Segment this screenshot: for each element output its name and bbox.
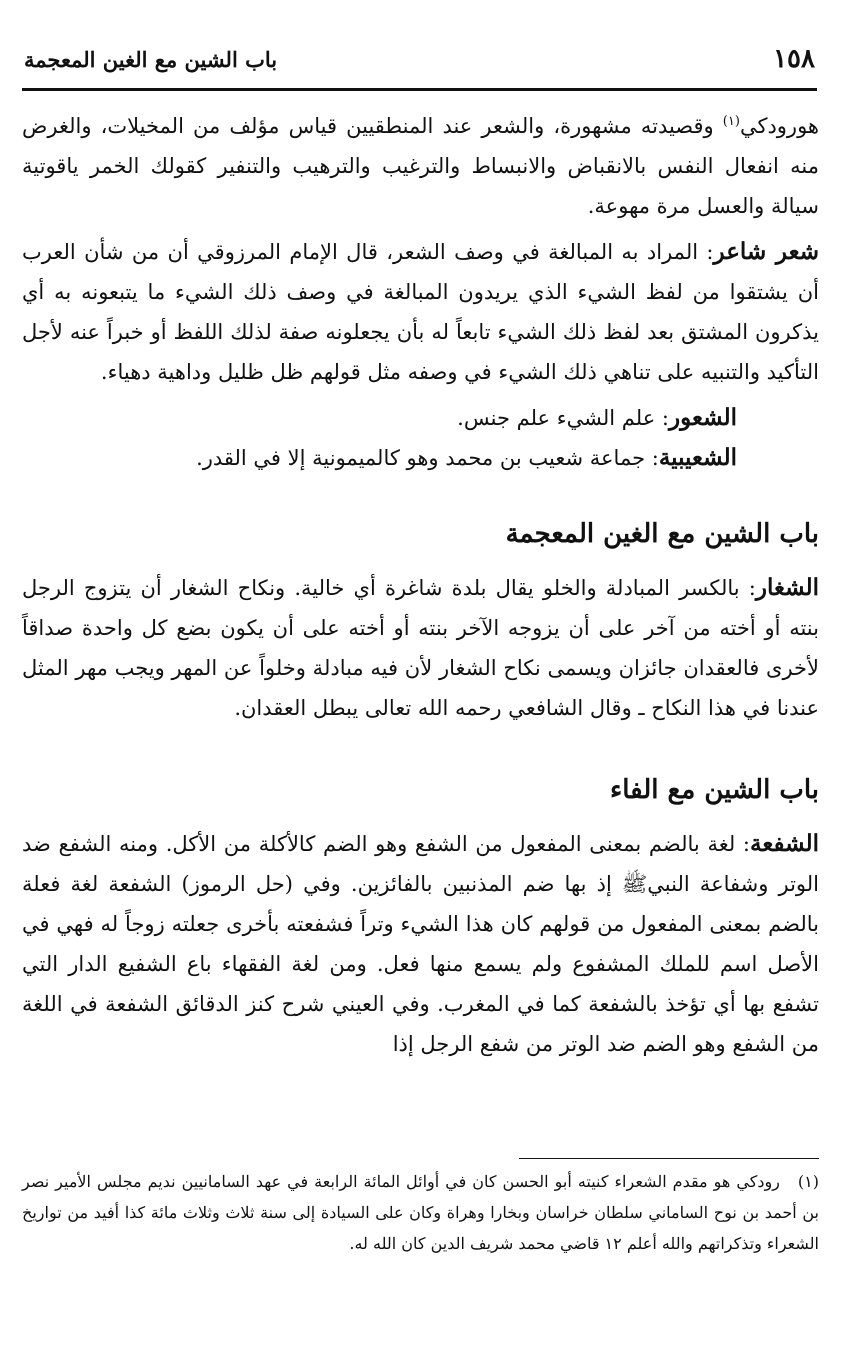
footnote xyxy=(22,1166,819,1259)
entry-term: الشغار xyxy=(755,574,819,601)
entry-shufa xyxy=(22,824,819,1064)
footnote-mark: (١) xyxy=(797,1172,820,1191)
paragraph-poetry-definition xyxy=(22,102,819,226)
page-number: ١٥٨ xyxy=(773,44,815,74)
entry-shuaybiyya xyxy=(22,438,819,478)
page-header xyxy=(24,34,815,84)
header-rule xyxy=(22,88,817,91)
paragraph-text: هورودكي xyxy=(739,114,819,138)
paragraph-text: وقصيدته مشهورة، والشعر عند المنطقيين قياس مؤلف من المخيلات، والغرض منه انفعال النفس بالانقباض والانبساط والترغيب والترهيب والتنفير كقولك الخمر ياقوتية سيالة والعسل مرة مهوعة. xyxy=(22,114,819,218)
entry-text: : لغة بالضم بمعنى المفعول من الشفع وهو الضم كالأكلة من الأكل. ومنه الشفع ضد الوتر وشفاعة النبيﷺ إذ بها ضم المذنبين بالفائزين. وفي (حل الرموز) الشفعة لغة فعلة بالضم بمعنى المفعول من قولهم كان هذا الشيء وتراً فشفعته بأخرى جعلته زوجاً له فهي في الأصل اسم للملك المشفوع ولم يسمع منها فعل. ومن لغة الفقهاء باع الشفيع الدار التي تشفع بها أي تؤخذ بالشفعة كما في المغرب. وفي العيني شرح كنز الدقائق الشفعة في اللغة من الشفع وهو الضم ضد الوتر من شفع الرجل إذا xyxy=(22,832,819,1056)
running-title: باب الشين مع الغين المعجمة xyxy=(24,46,278,72)
entry-term: شعر شاعر xyxy=(713,238,819,265)
footnote-text: رودكي هو مقدم الشعراء كنيته أبو الحسن كان في أوائل المائة الرابعة في عهد السامانيين نديم مجلس الأمير نصر بن أحمد بن نوح الساماني سلطان خراسان وبخارا وهراة وكان على السيادة إلى سنة ثلاث وثلاث مائة كذا أفيد من تواريخ الشعراء وتذكراتهم والله أعلم ١٢ قاضي محمد شريف الدين كان الله له. xyxy=(22,1172,819,1253)
entry-term: الشفعة xyxy=(750,830,819,857)
footnote-reference[interactable]: (١) xyxy=(722,114,740,129)
entry-text: : جماعة شعيب بن محمد وهو كالميمونية إلا في القدر. xyxy=(196,446,659,470)
main-text xyxy=(22,102,819,1064)
entry-shighar xyxy=(22,568,819,728)
entry-text: : المراد به المبالغة في وصف الشعر، قال الإمام المرزوقي أن من شأن العرب أن يشتقوا من لفظ الشيء الذي يريدون المبالغة في وصف ذلك الشيء ما يتبعونه به أي يذكرون المشتق بعد لفظ ذلك الشيء تابعاً له بأن يجعلونه صفة لذلك اللفظ أو خبراً عنه لأجل التأكيد والتنبيه على تناهي ذلك الشيء في وصفه مثل قولهم ظل ظليل وداهية دهياء. xyxy=(22,240,819,384)
entry-term: الشعور xyxy=(668,404,737,431)
footnote-rule xyxy=(519,1158,819,1159)
entry-text: : علم الشيء علم جنس. xyxy=(457,406,669,430)
entry-text: : بالكسر المبادلة والخلو يقال بلدة شاغرة أي خالية. ونكاح الشغار أن يتزوج الرجل بنته أو أخته من آخر على أن يزوجه الآخر بنته أو أخته على أن يكون بضع كل واحدة صداقاً لأخرى فالعقدان جائزان ويسمى نكاح الشغار لأن فيه مبادلة وخلواً عن المهر ويجب مهر المثل عندنا في هذا النكاح ـ وقال الشافعي رحمه الله تعالى يبطل العقدان. xyxy=(22,576,819,720)
entry-shuur xyxy=(22,398,819,438)
section-title-shin-ghayn: باب الشين مع الغين المعجمة xyxy=(505,519,819,549)
entry-shir-shair xyxy=(22,232,819,392)
entry-term: الشعيبية xyxy=(658,444,737,471)
section-title-shin-fa: باب الشين مع الفاء xyxy=(610,775,819,805)
